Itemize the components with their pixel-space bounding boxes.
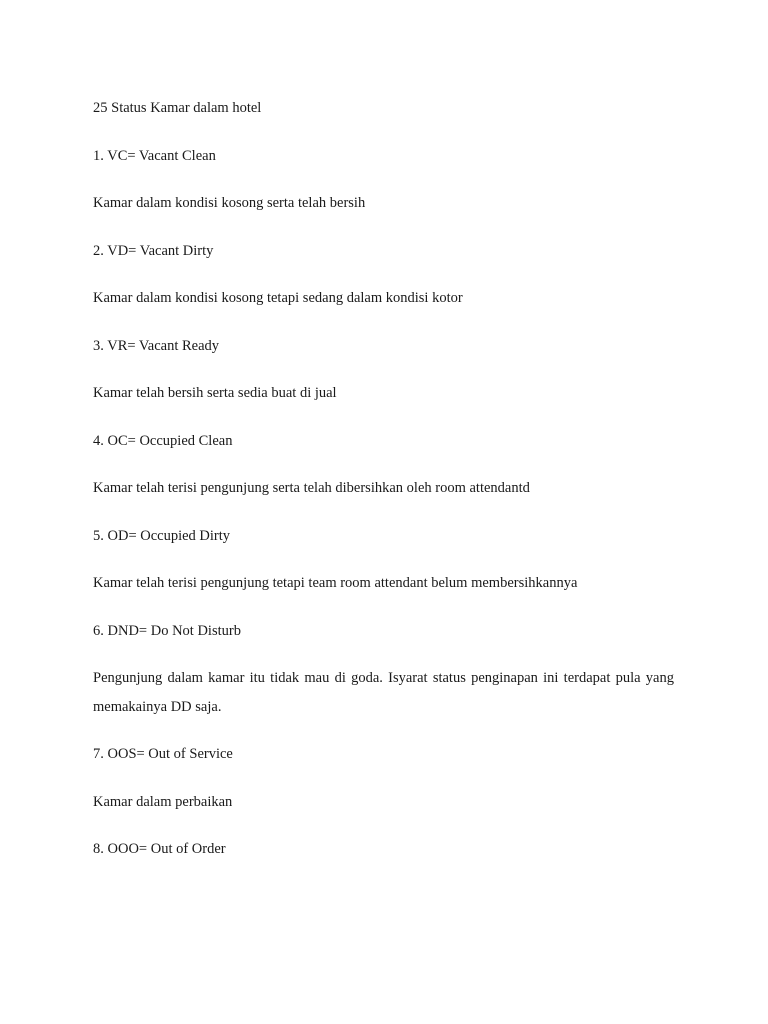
status-description-od: Kamar telah terisi pengunjung tetapi team room attendant belum membersihkannya [93, 575, 578, 591]
status-description-vr: Kamar telah bersih serta sedia buat di jual [93, 385, 337, 401]
status-description-vc: Kamar dalam kondisi kosong serta telah bersih [93, 195, 366, 211]
status-heading-vr: 3. VR= Vacant Ready [93, 337, 220, 354]
status-description-oos: Kamar dalam perbaikan [93, 793, 233, 810]
status-description-oc: Kamar telah terisi pengunjung serta telah dibersihkan oleh room attendantd [93, 480, 530, 496]
document-body [93, 98, 674, 860]
status-heading-od: 5. OD= Occupied Dirty [93, 527, 231, 544]
status-description-vd: Kamar dalam kondisi kosong tetapi sedang dalam kondisi kotor [93, 290, 463, 306]
status-heading-oc: 4. OC= Occupied Clean [93, 432, 233, 449]
document-title: 25 Status Kamar dalam hotel [93, 100, 262, 116]
status-heading-oos: 7. OOS= Out of Service [93, 746, 233, 762]
status-heading-vd: 2. VD= Vacant Dirty [93, 242, 214, 259]
status-heading-dnd: 6. DND= Do Not Disturb [93, 622, 241, 639]
status-heading-vc: 1. VC= Vacant Clean [93, 147, 216, 164]
status-heading-ooo: 8. OOO= Out of Order [93, 841, 226, 857]
status-description-dnd: Pengunjung dalam kamar itu tidak mau di goda. Isyarat status penginapan ini terdapat pula yang memakainya DD saja. [93, 670, 674, 715]
